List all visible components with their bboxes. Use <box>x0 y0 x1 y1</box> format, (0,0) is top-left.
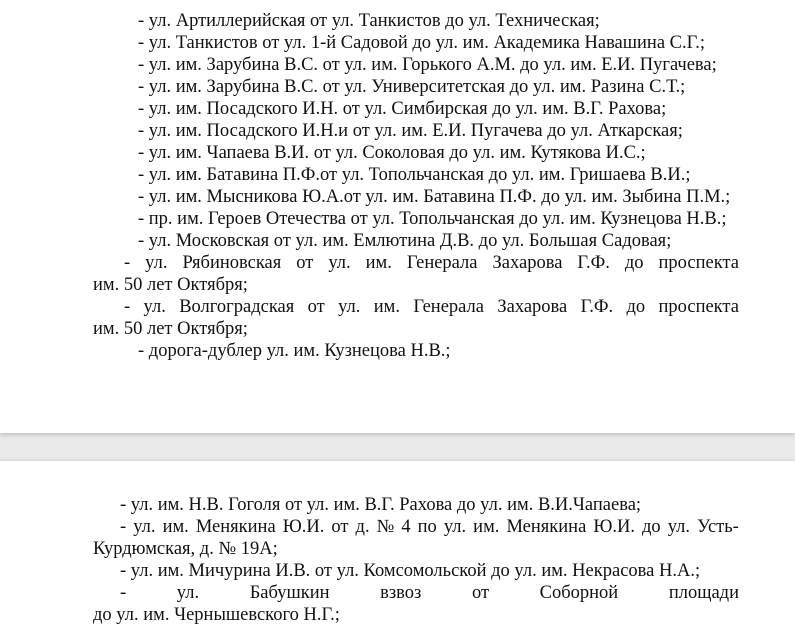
word: Генерала <box>413 297 484 317</box>
word: - <box>124 297 131 317</box>
word: им. <box>365 253 392 273</box>
word: Генерала <box>406 253 478 273</box>
word: им. <box>162 517 189 537</box>
list-item-continuation: до ул. им. Чернышевского Н.Г.; <box>93 605 340 625</box>
word: ул. <box>176 583 200 603</box>
word: Ю.И. <box>282 517 325 537</box>
word: ул. <box>443 517 467 537</box>
list-item-continuation: им. 50 лет Октября; <box>93 275 248 295</box>
word: им. <box>373 297 400 317</box>
word: Менякина <box>506 517 587 537</box>
word: по <box>417 517 437 537</box>
list-item: - дорога-дублер ул. им. Кузнецова Н.В.; <box>138 341 451 361</box>
word: взвоз <box>380 583 422 603</box>
word: до <box>642 517 661 537</box>
word: ул. <box>133 517 156 537</box>
word: ул. <box>143 297 166 317</box>
word: - <box>120 517 127 537</box>
street-list-bottom <box>0 494 795 626</box>
word: ул. <box>667 517 691 537</box>
word: д. <box>355 517 370 537</box>
list-item: - ул. им. Зарубина В.С. от ул. Университетская до ул. им. Разина С.Т.; <box>138 77 686 97</box>
word: № <box>376 517 395 537</box>
word: от <box>331 517 349 537</box>
list-item-menyakina <box>0 516 739 538</box>
word: от <box>296 253 314 273</box>
list-item-continuation: Курдюмская, д. № 19А; <box>93 539 278 559</box>
word: проспекта <box>658 253 739 273</box>
list-item: - ул. Артиллерийская от ул. Танкистов до ул. Техническая; <box>138 11 600 31</box>
list-item: - ул. им. Зарубина В.С. от ул. им. Горького А.М. до ул. им. Е.И. Пугачева; <box>138 55 717 75</box>
word: от <box>471 583 490 603</box>
list-item: - ул. им. Мичурина И.В. от ул. Комсомольской до ул. им. Некрасова Н.А.; <box>120 561 701 581</box>
word: до <box>624 253 644 273</box>
list-item: - ул. им. Н.В. Гоголя от ул. им. В.Г. Рахова до ул. им. В.И.Чапаева; <box>120 495 642 515</box>
list-item-volgogradskaya <box>0 296 739 318</box>
word: до <box>626 297 646 317</box>
document-page-bottom <box>0 461 795 633</box>
list-item: - ул. им. Посадского И.Н.и от ул. им. Е.И. Пугачева до ул. Аткарская; <box>138 121 683 141</box>
list-item: - ул. им. Чапаева В.И. от ул. Соколовая до ул. им. Кутякова И.С.; <box>138 143 646 163</box>
list-item: - ул. Московская от ул. им. Емлютина Д.В. до ул. Большая Садовая; <box>138 231 672 251</box>
word: - <box>124 253 131 273</box>
list-item: - ул. им. Мысникова Ю.А.от ул. им. Батавина П.Ф. до ул. им. Зыбина П.М.; <box>138 187 731 207</box>
list-item: - ул. им. Батавина П.Ф.от ул. Топольчанская до ул. им. Гришаева В.И.; <box>138 165 691 185</box>
word: Усть- <box>697 517 739 537</box>
word: проспекта <box>658 297 739 317</box>
word: Захарова <box>497 297 568 317</box>
word: ул. <box>145 253 168 273</box>
word: Бабушкин <box>249 583 330 603</box>
word: площади <box>668 583 739 603</box>
word: Захарова <box>492 253 563 273</box>
word: Волгоградская <box>179 297 295 317</box>
word: Ю.И. <box>593 517 635 537</box>
list-item: - пр. им. Героев Отечества от ул. Топольчанская до ул. им. Кузнецова Н.В.; <box>138 209 727 229</box>
word: ул. <box>338 297 361 317</box>
list-item-ryabinovskaya <box>0 252 739 274</box>
word: от <box>307 297 325 317</box>
street-list-top <box>0 10 795 362</box>
word: Г.Ф. <box>580 297 614 317</box>
word: Менякина <box>195 517 276 537</box>
word: - <box>120 583 127 603</box>
word: им. <box>473 517 500 537</box>
word: 4 <box>401 517 411 537</box>
word: Соборной <box>539 583 619 603</box>
list-item: - ул. им. Посадского И.Н. от ул. Симбирская до ул. им. В.Г. Рахова; <box>138 99 667 119</box>
list-item-continuation: им. 50 лет Октября; <box>93 319 248 339</box>
word: ул. <box>328 253 351 273</box>
list-item-babushkin <box>0 582 739 604</box>
word: Рябиновская <box>182 253 282 273</box>
list-item: - ул. Танкистов от ул. 1-й Садовой до ул. им. Академика Навашина С.Г.; <box>138 33 705 53</box>
word: Г.Ф. <box>577 253 610 273</box>
